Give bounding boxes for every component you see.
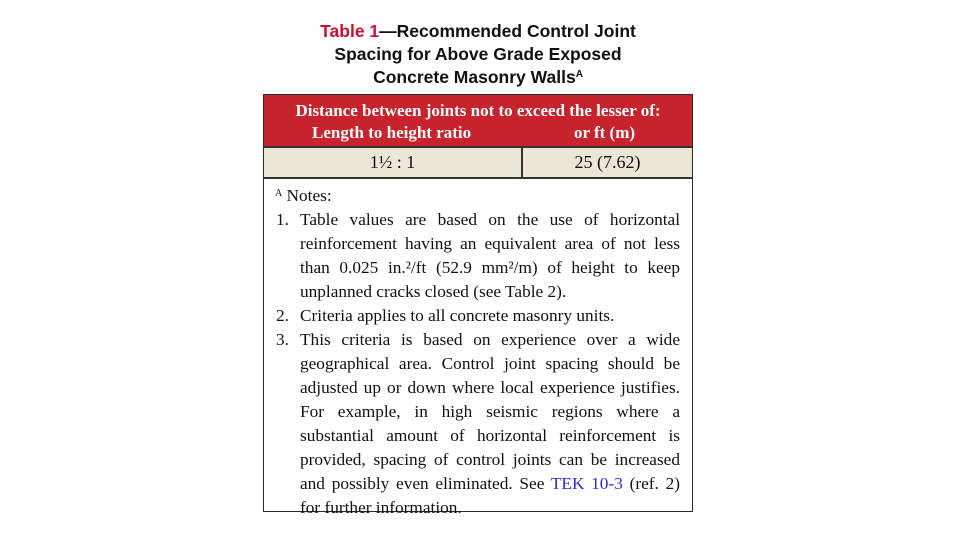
header-distance-label: Distance between joints not to exceed the lesser of:	[295, 101, 661, 120]
note-text: Criteria applies to all concrete masonry units.	[300, 306, 615, 325]
notes-section	[264, 179, 692, 520]
notes-heading-text: Notes:	[282, 186, 332, 205]
table-header	[264, 95, 692, 148]
note-item	[275, 328, 680, 520]
note-number: 2.	[276, 306, 289, 325]
note-text-before: This criteria is based on experience over a wide geographical area. Control joint spacing should be adjusted up or down where local experience justifies. For example, in high seismic regions where a substantial amount of horizontal reinforcement is provided, spacing of control joints can be increased and possibly even eliminated. See	[300, 330, 680, 493]
title-line2: Spacing for Above Grade Exposed	[334, 44, 622, 64]
title-line3: Concrete Masonry Walls	[373, 67, 576, 87]
note-text	[300, 328, 680, 520]
control-joint-table	[263, 94, 693, 517]
column-header-distance: or ft (m)	[574, 123, 636, 142]
cell-distance: 25 (7.62)	[574, 152, 641, 172]
notes-heading	[275, 184, 680, 208]
cell-ratio: 1½ : 1	[264, 148, 523, 177]
column-header-ratio: Length to height ratio	[312, 123, 472, 142]
table-title	[262, 20, 694, 89]
note-number: 1.	[276, 210, 289, 229]
note-number: 3.	[276, 330, 289, 349]
note-item	[275, 208, 680, 304]
table-label: Table 1	[320, 21, 380, 41]
title-line1: —Recommended Control Joint	[379, 21, 636, 41]
note-item	[275, 304, 680, 328]
note-text: Table values are based on the use of horizontal reinforcement having an equivalent area of not less than 0.025 in.²/ft (52.9 mm²/m) of height to keep unplanned cracks closed (see Table 2).	[300, 210, 680, 301]
title-footnote-marker: A	[575, 69, 583, 80]
table-row	[264, 148, 692, 179]
notes-marker: A	[275, 188, 283, 199]
note-text-after: (ref. 2) for further information.	[300, 474, 680, 517]
tek-10-3-link[interactable]: TEK 10-3	[550, 474, 623, 493]
